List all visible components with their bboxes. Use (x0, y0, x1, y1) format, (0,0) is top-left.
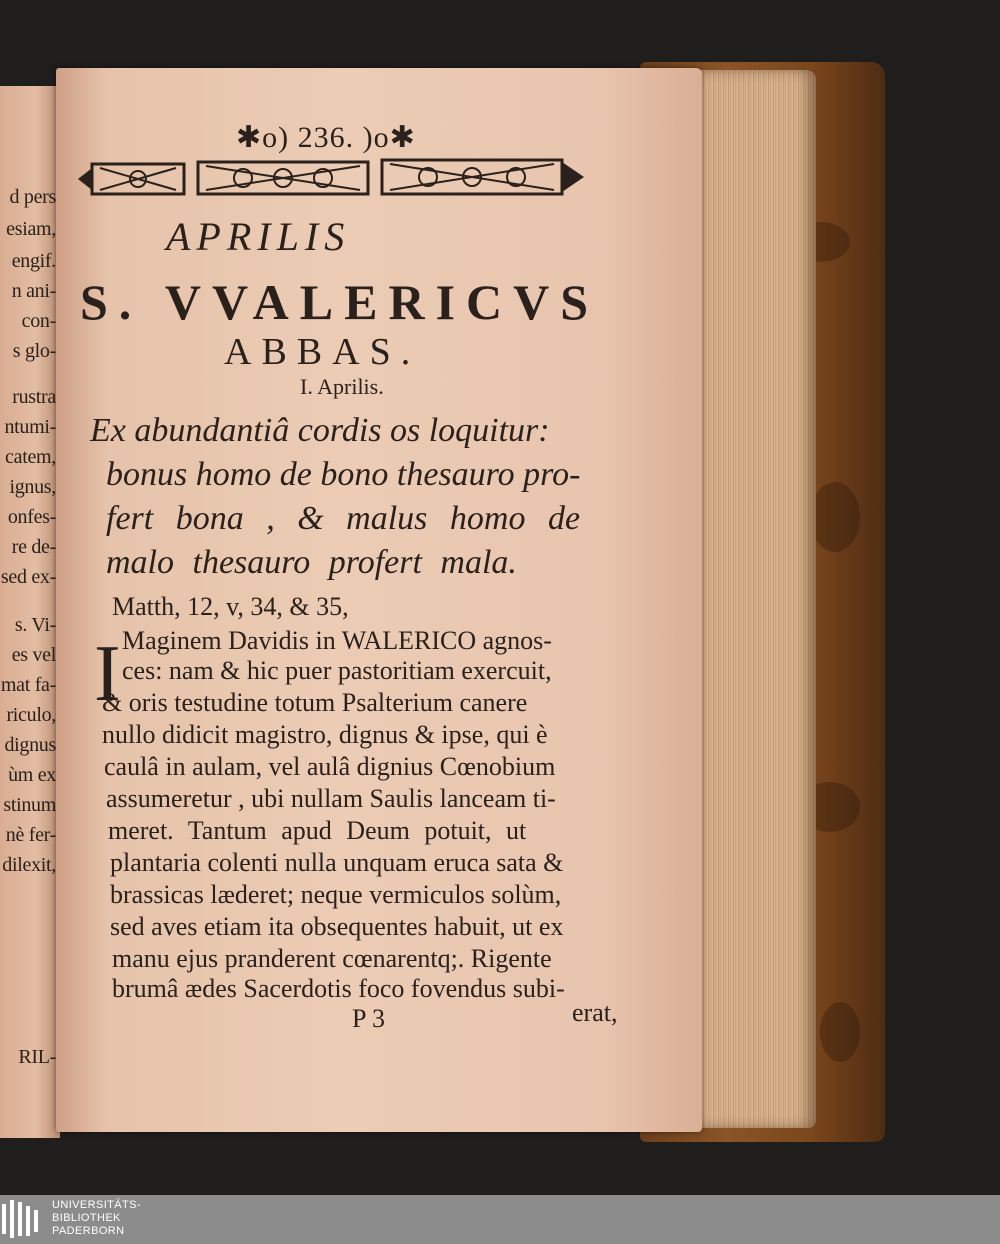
body-line: Maginem Davidis in WALERICO agnos- (122, 626, 552, 655)
library-name-line: UNIVERSITÄTS- (52, 1199, 141, 1211)
body-line: brumâ ædes Sacerdotis foco fovendus subi- (112, 974, 565, 1003)
left-fragment: es vel (11, 644, 56, 666)
library-name (52, 1199, 141, 1238)
left-fragment: s glo- (12, 340, 56, 362)
body-line: meret. Tantum apud Deum potuit, ut (108, 816, 527, 845)
right-page (56, 68, 702, 1132)
left-fragment: ignus, (9, 476, 56, 498)
left-fragment: nè fer- (5, 824, 56, 846)
left-fragment: onfes- (7, 506, 56, 528)
body-line: plantaria colenti nulla unquam eruca sata & (110, 848, 564, 877)
left-fragment: dignus (4, 734, 56, 756)
body-line: caulâ in aulam, vel aulâ dignius Cœnobium (104, 752, 556, 781)
left-fragment: con- (21, 310, 56, 332)
body-line: sed aves etiam ita obsequentes habuit, ut ex (110, 912, 564, 941)
signature-mark: P 3 (352, 1004, 385, 1033)
left-fragment: ntumi- (4, 416, 56, 438)
saint-name: S. VVALERICVS (80, 274, 600, 330)
library-name-line: PADERBORN (52, 1225, 125, 1237)
left-fragment: RIL- (18, 1046, 56, 1068)
body-line: brassicas læderet; neque vermiculos solùm, (110, 880, 562, 909)
left-page (0, 86, 60, 1138)
ornament-icon (78, 156, 584, 202)
month-heading: APRILIS (166, 214, 351, 259)
drop-cap: I (94, 630, 121, 718)
left-fragment: sed ex- (0, 566, 56, 588)
library-logo-icon (0, 1198, 44, 1240)
left-fragment: stinum (3, 794, 56, 816)
catchword: erat, (572, 998, 618, 1027)
left-fragment: esiam, (6, 218, 56, 240)
verse-line: fert bona , & malus homo de (106, 500, 581, 537)
left-fragment: s. Vi- (14, 614, 56, 636)
verse-line: malo thesauro profert mala. (106, 544, 517, 581)
saint-title: ABBAS. (224, 331, 421, 373)
body-line: manu ejus pranderent cœnarentq;. Rigente (112, 944, 552, 973)
library-name-line: BIBLIOTHEK (52, 1212, 121, 1224)
footer-bar (0, 1195, 1000, 1244)
left-fragment: ùm ex (8, 764, 56, 786)
left-fragment: engif. (11, 250, 56, 272)
scripture-citation: Matth, 12, v, 34, & 35, (112, 592, 349, 621)
body-line: assumeretur , ubi nullam Saulis lanceam ti- (106, 784, 556, 813)
left-fragment: mat fa- (0, 674, 56, 696)
left-fragment: riculo, (6, 704, 56, 726)
feast-date: I. Aprilis. (300, 374, 384, 399)
body-line: ces: nam & hic puer pastoritiam exercuit, (122, 656, 552, 685)
verse-line: Ex abundantiâ cordis os loquitur: (90, 412, 550, 449)
body-line: & oris testudine totum Psalterium canere (102, 688, 528, 717)
page-number: ✱o) 236. )o✱ (236, 121, 416, 154)
left-fragment: dilexit, (2, 854, 56, 876)
body-line: nullo didicit magistro, dignus & ipse, qui è (102, 720, 548, 749)
left-fragment: re de- (11, 536, 56, 558)
left-fragment: catem, (5, 446, 56, 468)
left-fragment: n ani- (11, 280, 56, 302)
verse-line: bonus homo de bono thesauro pro- (106, 456, 581, 493)
left-fragment: d pers (9, 186, 56, 208)
left-fragment: rustra (12, 386, 56, 408)
